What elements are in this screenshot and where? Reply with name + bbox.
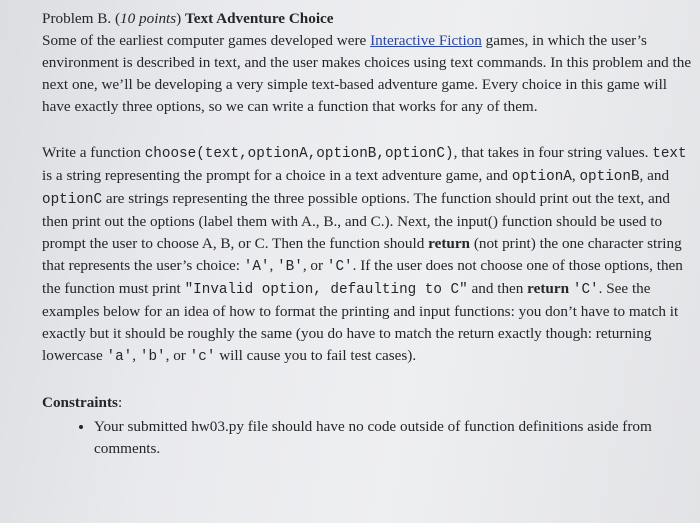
intro-text-1: Some of the earliest computer games developed were <box>42 32 371 49</box>
invalid-option-code: "Invalid option, defaulting to C" <box>184 282 468 298</box>
constraints-title: Constraints <box>42 394 118 411</box>
spec-text: , and <box>639 167 670 184</box>
interactive-fiction-link[interactable]: Interactive Fiction <box>370 32 482 49</box>
spec-text: . If the user does not choose one of those options, then the function must print <box>42 257 683 297</box>
spec-text: and then <box>467 280 528 297</box>
spec-text: , <box>132 347 140 364</box>
text-param-code: text <box>652 146 687 162</box>
list-item: • Your submitted hw03.py file should have no code outside of function definitions aside from comments. <box>94 416 692 460</box>
spec-text: , or <box>165 347 190 364</box>
char-b-code: 'B' <box>277 259 303 275</box>
lower-c-code: 'c' <box>189 349 216 365</box>
lower-b-code: 'b' <box>139 349 166 365</box>
spec-text: is a string representing the prompt for a choice in a text adventure game, and <box>42 167 512 184</box>
intro-paragraph <box>42 30 692 118</box>
problem-points: 10 points <box>120 10 177 27</box>
constraints-colon: : <box>117 394 123 411</box>
document-page <box>42 8 692 460</box>
constraints-list <box>42 416 692 460</box>
char-a-code: 'A' <box>243 259 270 275</box>
option-c-code: optionC <box>42 192 103 208</box>
spec-text: are strings representing the three possible options. The function should print out the text, and then print out the options (label them with A., B., and C.). Next, the input() function should be used to prompt the user to choose A, B, or C. Then the function should <box>42 190 670 252</box>
intro-text-2: games, in which the user’s environment is described in text, and the user makes choices using text commands. In this problem and the next one, we’ll be developing a very simple text-based adventure game. Every choice in this game will have exactly three options, so we can write a function that works for any of them. <box>42 32 692 115</box>
spec-text: (not print) the one character string that represents the user’s choice: <box>42 235 682 274</box>
spec-text: will cause you to fail test cases). <box>215 347 417 364</box>
option-a-code: optionA <box>511 169 572 185</box>
return-bold: return <box>428 235 471 252</box>
problem-paren: ) <box>176 10 182 27</box>
spec-paragraph <box>42 142 692 368</box>
char-c-code: 'C' <box>572 282 599 298</box>
spec-text: , or <box>302 257 327 274</box>
problem-title: Text Adventure Choice <box>185 10 334 27</box>
option-b-code: optionB <box>579 169 640 185</box>
spec-text: . See the examples below for an idea of how to format the printing and input functions: you don’t have to match it exactly but it should be roughly the same (you do have to match the return exactly though: returning lowercase <box>42 280 679 364</box>
spec-text: Write a function <box>42 144 145 161</box>
char-c-code: 'C' <box>326 259 353 275</box>
spec-text: , <box>571 167 580 184</box>
function-signature-code: choose(text,optionA,optionB,optionC) <box>144 146 454 162</box>
lower-a-code: 'a' <box>106 349 133 365</box>
problem-heading <box>42 8 692 30</box>
return-bold: return <box>527 280 570 297</box>
spec-text: , <box>269 257 278 274</box>
spec-text: , that takes in four string values. <box>453 144 653 161</box>
problem-label: Problem B. ( <box>42 10 121 27</box>
constraints-heading <box>42 392 692 414</box>
